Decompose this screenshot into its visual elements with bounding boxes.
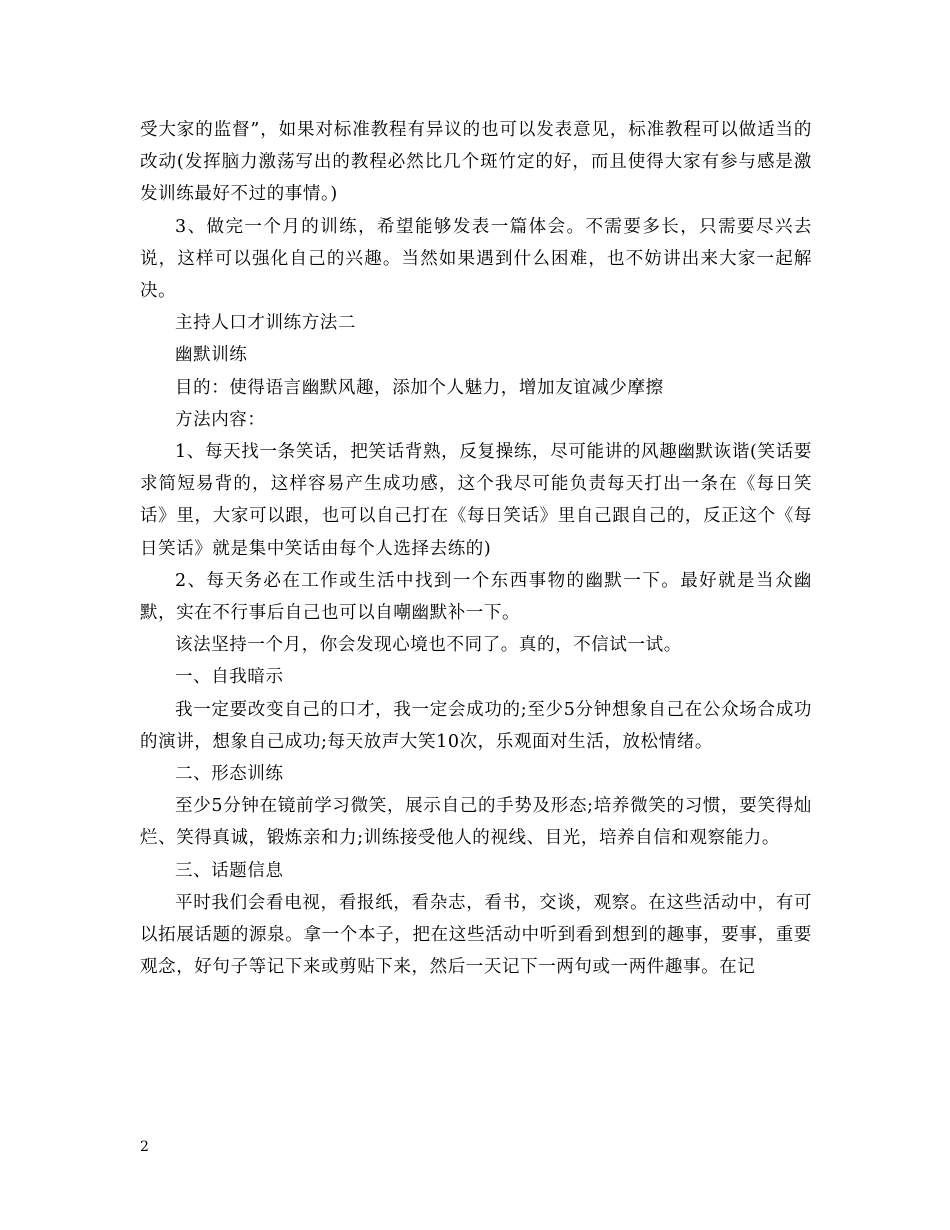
section-heading-topic-info: 三、话题信息 — [175, 860, 284, 881]
section-heading-humor-training: 幽默训练 — [175, 345, 248, 366]
page-number: 2 — [140, 1139, 149, 1155]
paragraph-1: 受大家的监督”，如果对标准教程有异议的也可以发表意见，标准教程可以做适当的改动(发挥脑力激荡写出的教程必然比几个斑竹定的好，而且使得大家有参与感是激发训练最好不过的事情。) — [140, 120, 812, 205]
paragraph-self-suggestion: 我一定要改变自己的口才，我一定会成功的;至少5分钟想象自己在公众场合成功的演讲，想象自己成功;每天放声大笑10次，乐观面对生活，放松情绪。 — [140, 699, 812, 752]
paragraph-2: 3、做完一个月的训练，希望能够发表一篇体会。不需要多长，只需要尽兴去说，这样可以强化自己的兴趣。当然如果遇到什么困难，也不妨讲出来大家一起解决。 — [140, 216, 812, 302]
section-heading-posture-training: 二、形态训练 — [175, 764, 284, 785]
section-heading-method-two: 主持人口才训练方法二 — [175, 313, 356, 334]
section-heading-self-suggestion: 一、自我暗示 — [175, 667, 284, 688]
paragraph-topic-info: 平时我们会看电视，看报纸，看杂志，看书，交谈，观察。在这些活动中，有可以拓展话题的源泉。拿一个本子，把在这些活动中听到看到想到的趣事，要事，重要观念，好句子等记下来或剪贴下来，然后一天记下一两句或一两件趣事。在记 — [140, 892, 812, 978]
paragraph-step-2: 2、每天务必在工作或生活中找到一个东西事物的幽默一下。最好就是当众幽默，实在不行事后自己也可以自嘲幽默补一下。 — [140, 570, 812, 624]
document-body — [140, 114, 812, 983]
paragraph-purpose: 目的：使得语言幽默风趣，添加个人魅力，增加友谊减少摩擦 — [175, 377, 664, 398]
paragraph-persist: 该法坚持一个月，你会发现心境也不同了。真的，不信试一试。 — [175, 635, 682, 656]
paragraph-step-1: 1、每天找一条笑话，把笑话背熟，反复操练，尽可能讲的风趣幽默诙谐(笑话要求简短易背的，这样容易产生成功感，这个我尽可能负责每天打出一条在《每日笑话》里，大家可以跟，也可以自己打在《每日笑话》里自己跟自己的，反正这个《每日笑话》就是集中笑话由每个人选择去练的) — [140, 442, 812, 559]
paragraph-method-content: 方法内容： — [175, 409, 266, 430]
paragraph-posture-training: 至少5分钟在镜前学习微笑，展示自己的手势及形态;培养微笑的习惯，要笑得灿烂、笑得真诚，锻炼亲和力;训练接受他人的视线、目光，培养自信和观察能力。 — [140, 796, 812, 849]
